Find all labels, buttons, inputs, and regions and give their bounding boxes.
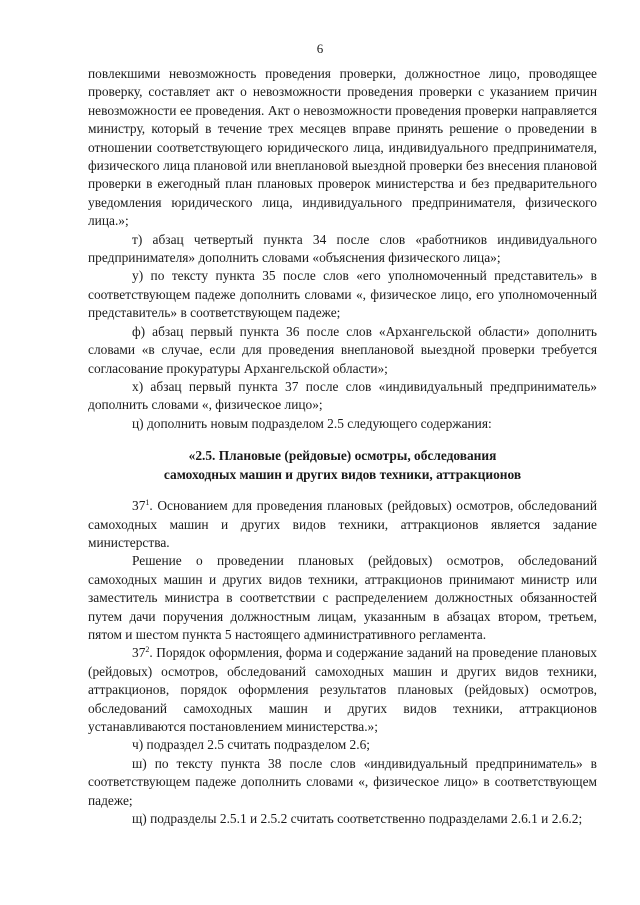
document-body <box>88 65 597 828</box>
paragraph-item-f: ф) абзац первый пункта 36 после слов «Архангельской области» дополнить словами «в случае, если для проведения внеплановой выездной проверки требуется согласование прокуратуры Архангельской области»; <box>88 323 597 376</box>
item-37-1-decision: Решение о проведении плановых (рейдовых) осмотров, обследований самоходных машин и других видов техники, аттракционов принимают министр или заместитель министра в соответствии с распределением должностных обязанностей путем дачи поручения должностным лицам, указанным в абзацах втором, третьем, пятом и шестом пункта 5 настоящего административного регламента. <box>88 553 597 642</box>
paragraph-item-sh: ш) по тексту пункта 38 после слов «индивидуальный предприниматель» в соответствующем падеже дополнить словами «, физическое лицо» в соответствующем падеже; <box>88 755 597 808</box>
paragraph-item-shch: щ) подразделы 2.5.1 и 2.5.2 считать соответственно подразделами 2.6.1 и 2.6.2; <box>132 811 583 827</box>
section-heading-line-2: самоходных машин и других видов техники, аттракционов <box>163 467 522 483</box>
item-37-1 <box>88 497 597 552</box>
item-text: . Основанием для проведения плановых (рейдовых) осмотров, обследований самоходных машин и других видов техники, аттракционов является задание министерства. <box>88 498 597 550</box>
item-superscript: 1 <box>145 498 150 508</box>
paragraph-item-kh: х) абзац первый пункта 37 после слов «индивидуальный предприниматель» дополнить словами «, физическое лицо»; <box>88 378 597 413</box>
item-superscript: 2 <box>145 645 150 655</box>
section-heading-line-1: «2.5. Плановые (рейдовые) осмотры, обследования <box>188 448 497 464</box>
paragraph-item-ch: ч) подраздел 2.5 считать подразделом 2.6; <box>132 737 371 753</box>
paragraph-item-u: у) по тексту пункта 35 после слов «его уполномоченный представитель» в соответствующем падеже дополнить словами «, физическое лицо, его уполномоченный представитель» в соответствующем падеже; <box>88 268 597 321</box>
section-heading <box>88 446 597 484</box>
item-number: 37 <box>132 645 146 661</box>
paragraph-item-t: т) абзац четвертый пункта 34 после слов «работников индивидуального предпринимателя» дополнить словами «объяснения физического лица»; <box>88 231 597 266</box>
paragraph-continuation: повлекшими невозможность проведения проверки, должностное лицо, проводящее проверку, составляет акт о невозможности проведения проверки с указанием причин невозможности ее проведения. Акт о невозможности проведения проверки направляется министру, который в течение трех месяцев вправе принять решение о проведении в отношении соответствующего юридического лица, индивидуального предпринимателя, физического лица плановой или внеплановой выездной проверки без внесения плановой проверки в ежегодный план плановых проверок министерства и без предварительного уведомления юридического лица, индивидуального предпринимателя, физического лица.»; <box>88 66 597 229</box>
item-37-2 <box>88 644 597 736</box>
page-number: 6 <box>316 41 324 56</box>
paragraph-item-ts: ц) дополнить новым подразделом 2.5 следующего содержания: <box>132 415 492 431</box>
item-number: 37 <box>132 498 146 514</box>
item-text: . Порядок оформления, форма и содержание заданий на проведение плановых (рейдовых) осмотров, обследований самоходных машин и других видов техники, аттракционов, порядок оформления результатов плановых (рейдовых) осмотров, обследований самоходных машин и других видов техники, аттракционов устанавливаются постановлением министерства.»; <box>88 645 597 734</box>
